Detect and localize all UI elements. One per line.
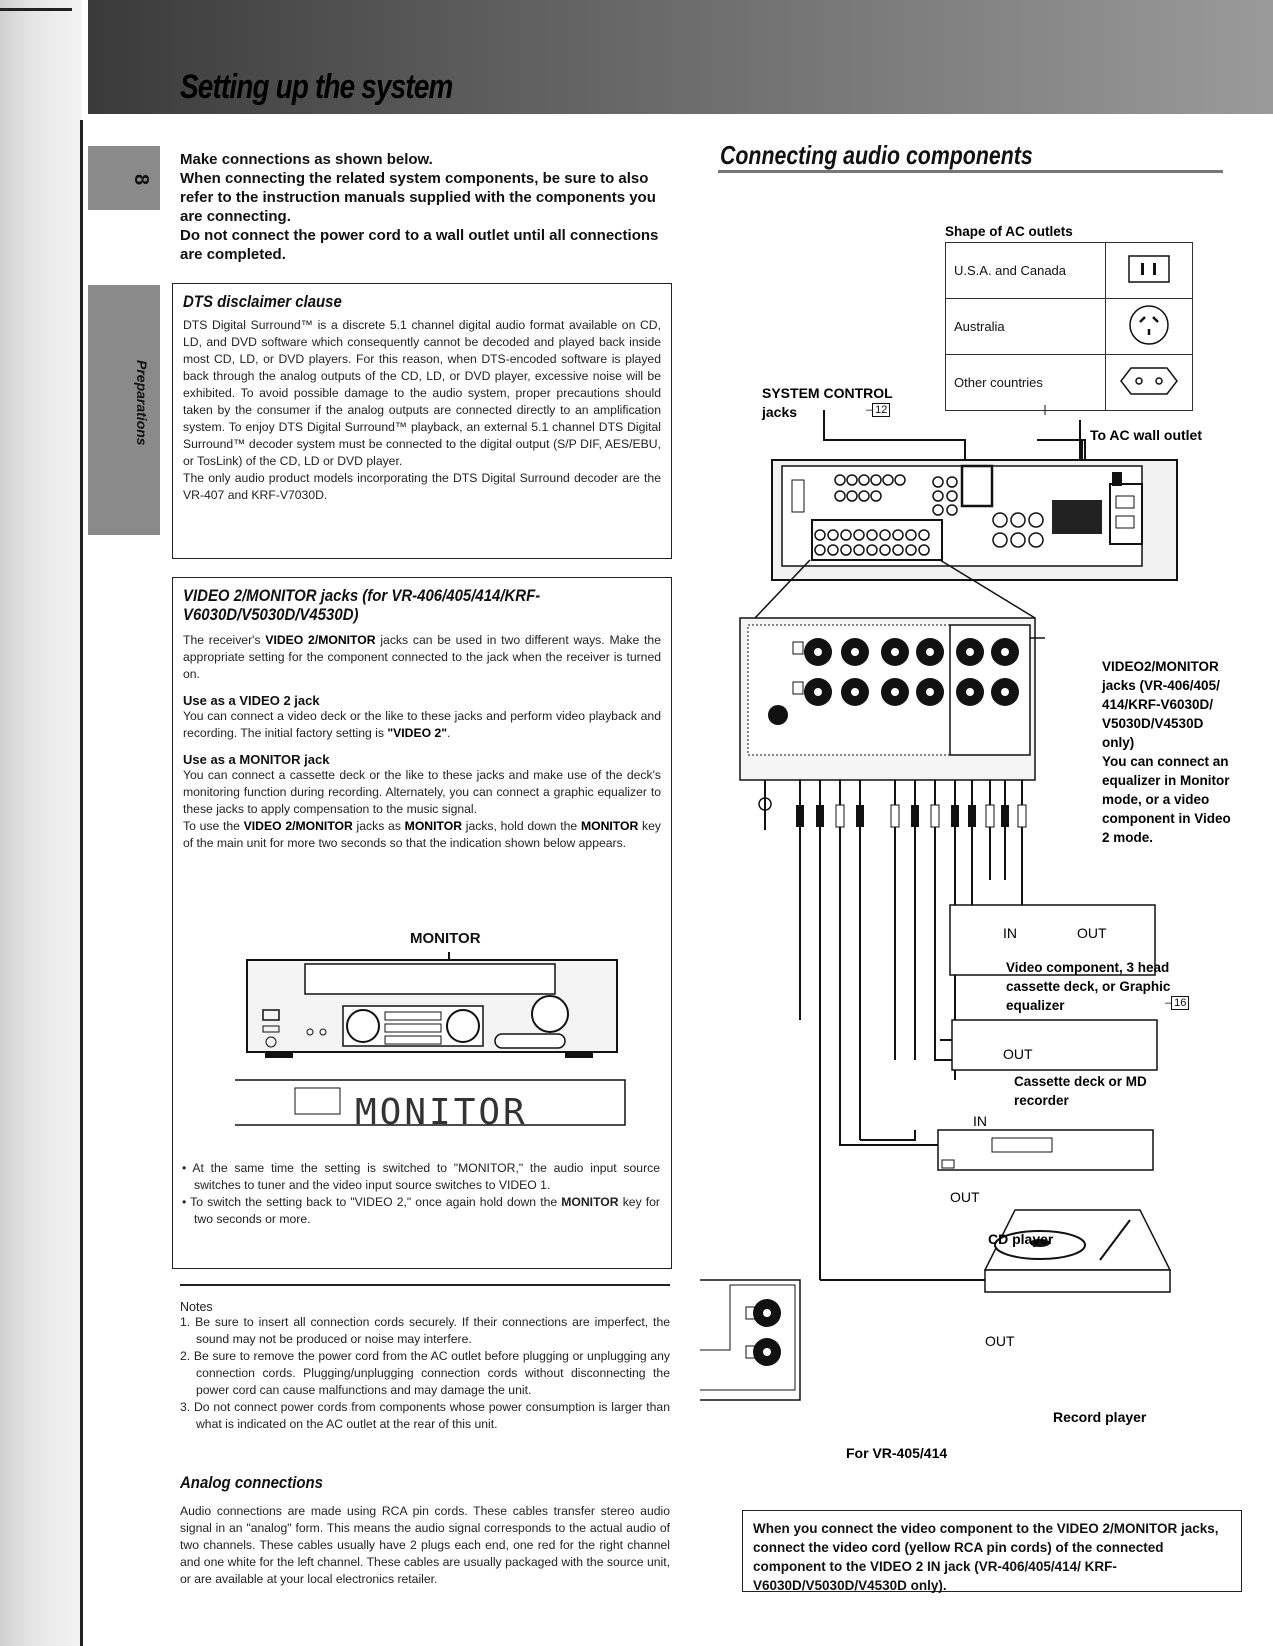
connection-diagram <box>700 400 1220 1460</box>
ac-australia-label: Australia <box>946 299 1106 355</box>
outlet-usa-icon <box>1106 243 1193 299</box>
note-1: 1. Be sure to insert all connection cords securely. If their connections are imperfect, the sound may not be produced or noise may interfere. <box>180 1315 670 1346</box>
page-title: Setting up the system <box>180 68 453 106</box>
use-video2-b: "VIDEO 2" <box>387 726 448 740</box>
notes-section <box>180 1300 670 1433</box>
video2-intro-c: jacks can be used in two different ways. Make the appropriate setting for the component connected to the jack when the receiver is turned on. <box>183 633 661 681</box>
notes-heading: Notes <box>180 1300 213 1314</box>
intro-line-2: When connecting the related system components, be sure to also refer to the instruction manuals supplied with the components you are connecting. <box>180 170 656 225</box>
to-use-d: MONITOR <box>404 819 462 833</box>
in-label-2: IN <box>973 1113 987 1129</box>
record-player-label: Record player <box>1053 1409 1147 1425</box>
dts-paragraph-1: DTS Digital Surround™ is a discrete 5.1 channel digital audio format available on CD, LD, and DVD software which consequently cannot be decoded and played back inside most CD, LD, or DVD players. For this reason, when DTS-encoded software is played back through the analog outputs of the CD, LD, or DVD player, excessive noise will be exhibited. To avoid possible damage to the audio system, proper precautions should taken by the consumer if the analog outputs are connected directly to an amplification system. To enjoy DTS Digital Surround™ playback, an external 5.1 channel DTS Digital Surround™ decoder system must be connected to the digital output (S/P DIF, AES/EBU, or TosLink) of the CD, LD or DVD player. <box>183 318 661 468</box>
intro-instructions <box>180 150 670 264</box>
ac-row-australia <box>946 299 1193 355</box>
to-use-b: VIDEO 2/MONITOR <box>243 819 353 833</box>
out-label-4: OUT <box>985 1333 1015 1349</box>
ac-usa-label: U.S.A. and Canada <box>946 243 1106 299</box>
to-use-monitor <box>183 818 661 852</box>
intro-line-3: Do not connect the power cord to a wall outlet until all connections are completed. <box>180 227 659 263</box>
analog-body: Audio connections are made using RCA pin cords. These cables transfer stereo audio signal in an "analog" form. This means the audio signal corresponds to the actual audio of two channels. These cables usually have 2 plugs each end, one red for the right channel and one white for the left channel. These cables are usually packaged with the source unit, or are available at your local electronics retailer. <box>180 1504 670 1586</box>
use-video2-a: You can connect a video deck or the like to these jacks and perform video playback and recording. The initial factory setting is <box>183 709 661 740</box>
ac-outlets-title: Shape of AC outlets <box>945 224 1073 239</box>
monitor-callout-label: MONITOR <box>410 930 481 947</box>
video2-intro-a: The receiver's <box>183 633 266 647</box>
video2-intro <box>183 632 661 683</box>
video2-title: VIDEO 2/MONITOR jacks (for VR-406/405/414/KRF-V6030D/V5030D/V4530D) <box>183 586 541 624</box>
top-left-rule <box>0 8 72 11</box>
dts-title: DTS disclaimer clause <box>183 292 342 311</box>
page-number: 8 <box>130 173 153 186</box>
use-video2-body <box>183 708 661 742</box>
to-use-a: To use the <box>183 819 244 833</box>
ac-outlets-table <box>945 242 1193 411</box>
use-monitor-body: You can connect a cassette deck or the like to these jacks and make use of the deck's monitoring function during recording. Alternately, you can connect a graphic equalizer to these jacks to apply compensation to the music signal. <box>183 768 661 816</box>
bullet-2: • To switch the setting back to "VIDEO 2," once again hold down the MONITOR key for two seconds or more. <box>182 1195 660 1226</box>
connecting-audio-title: Connecting audio components <box>720 140 1033 170</box>
video2-intro-b: VIDEO 2/MONITOR <box>265 633 376 647</box>
monitor-display-text: MONITOR <box>355 1092 528 1133</box>
video2-bullets <box>182 1160 660 1228</box>
video-component-label: Video component, 3 head cassette deck, or Graphic equalizer <box>1006 960 1171 1013</box>
dts-disclaimer-box <box>172 283 672 559</box>
left-vertical-rule <box>80 120 83 1646</box>
in-label-1: IN <box>1003 925 1017 941</box>
use-video2-c: . <box>447 726 451 740</box>
bullet-1-text: At the same time the setting is switched to "MONITOR," the audio input source switches to tuner and the video input source switches to VIDEO 1. <box>192 1161 661 1192</box>
note-3: 3. Do not connect power cords from components whose power consumption is larger than what is indicated on the AC outlet at the rear of this unit. <box>180 1400 670 1431</box>
intro-line-1: Make connections as shown below. <box>180 151 433 168</box>
note-2: 2. Be sure to remove the power cord from the AC outlet before plugging or unplugging any connection cords. Plugging/unplugging connection cords without disconnecting the power cord can cause malfunctions and may damage the unit. <box>180 1349 670 1397</box>
to-ac-wall-outlet-label: To AC wall outlet <box>1090 427 1202 443</box>
ref-12-text: 12 <box>872 403 890 417</box>
outlet-australia-icon <box>1106 299 1193 355</box>
cd-player-label: CD player <box>988 1231 1054 1247</box>
for-vr-405-414-label: For VR-405/414 <box>846 1445 948 1461</box>
analog-title: Analog connections <box>180 1473 323 1492</box>
to-use-e: jacks, hold down the <box>462 819 581 833</box>
video2-monitor-note: You can connect an equalizer in Monitor mode, or a video component in Video 2 mode. <box>1102 754 1231 845</box>
to-use-g: key of the main unit for more two seconds so that the indication shown below appears. <box>183 819 661 850</box>
out-label-1: OUT <box>1077 925 1107 941</box>
bullet-1: • At the same time the setting is switched to "MONITOR," the audio input source switches to tuner and the video input source switches to VIDEO 1. <box>182 1161 661 1192</box>
notes-rule <box>180 1284 670 1286</box>
system-control-label: SYSTEM CONTROL <box>762 385 893 401</box>
bullet-2-a: To switch the setting back to "VIDEO 2," once again hold down the <box>190 1195 562 1209</box>
out-label-3: OUT <box>950 1189 980 1205</box>
system-control-jacks-label: jacks <box>762 404 798 420</box>
ref-page-12: – 12 <box>866 404 890 416</box>
bullet-2-c: key for two seconds or more. <box>194 1195 660 1226</box>
use-monitor-heading: Use as a MONITOR jack <box>183 752 330 767</box>
ref-16-text: 16 <box>1171 996 1189 1010</box>
dts-paragraph-2: The only audio product models incorporating the DTS Digital Surround decoder are the VR-407 and KRF-V7030D. <box>183 471 661 502</box>
ac-other-label: Other countries <box>946 355 1106 411</box>
video2-monitor-label: VIDEO2/MONITOR jacks (VR-406/405/ 414/KRF-V6030D/ V5030D/V4530D only) <box>1102 659 1220 750</box>
use-video2-heading: Use as a VIDEO 2 jack <box>183 693 320 708</box>
ref-page-16: – 16 <box>1165 997 1189 1009</box>
bullet-2-b: MONITOR <box>561 1195 619 1209</box>
cassette-deck-label: Cassette deck or MD recorder <box>1014 1074 1147 1108</box>
out-label-2: OUT <box>1003 1046 1033 1062</box>
section-tab-label: Preparations <box>134 360 150 446</box>
ac-row-usa <box>946 243 1193 299</box>
left-margin-strip <box>0 0 82 1646</box>
to-use-c: jacks as <box>352 819 405 833</box>
right-title-rule <box>718 170 1223 173</box>
video-cord-note-box: When you connect the video component to the VIDEO 2/MONITOR jacks, connect the video cord (yellow RCA pin cords) of the connected component to the VIDEO 2 IN jack (VR-406/405/414/ KRF-V6030D/V5030D/V4530D only). <box>742 1510 1242 1592</box>
to-use-f: MONITOR <box>580 819 639 833</box>
